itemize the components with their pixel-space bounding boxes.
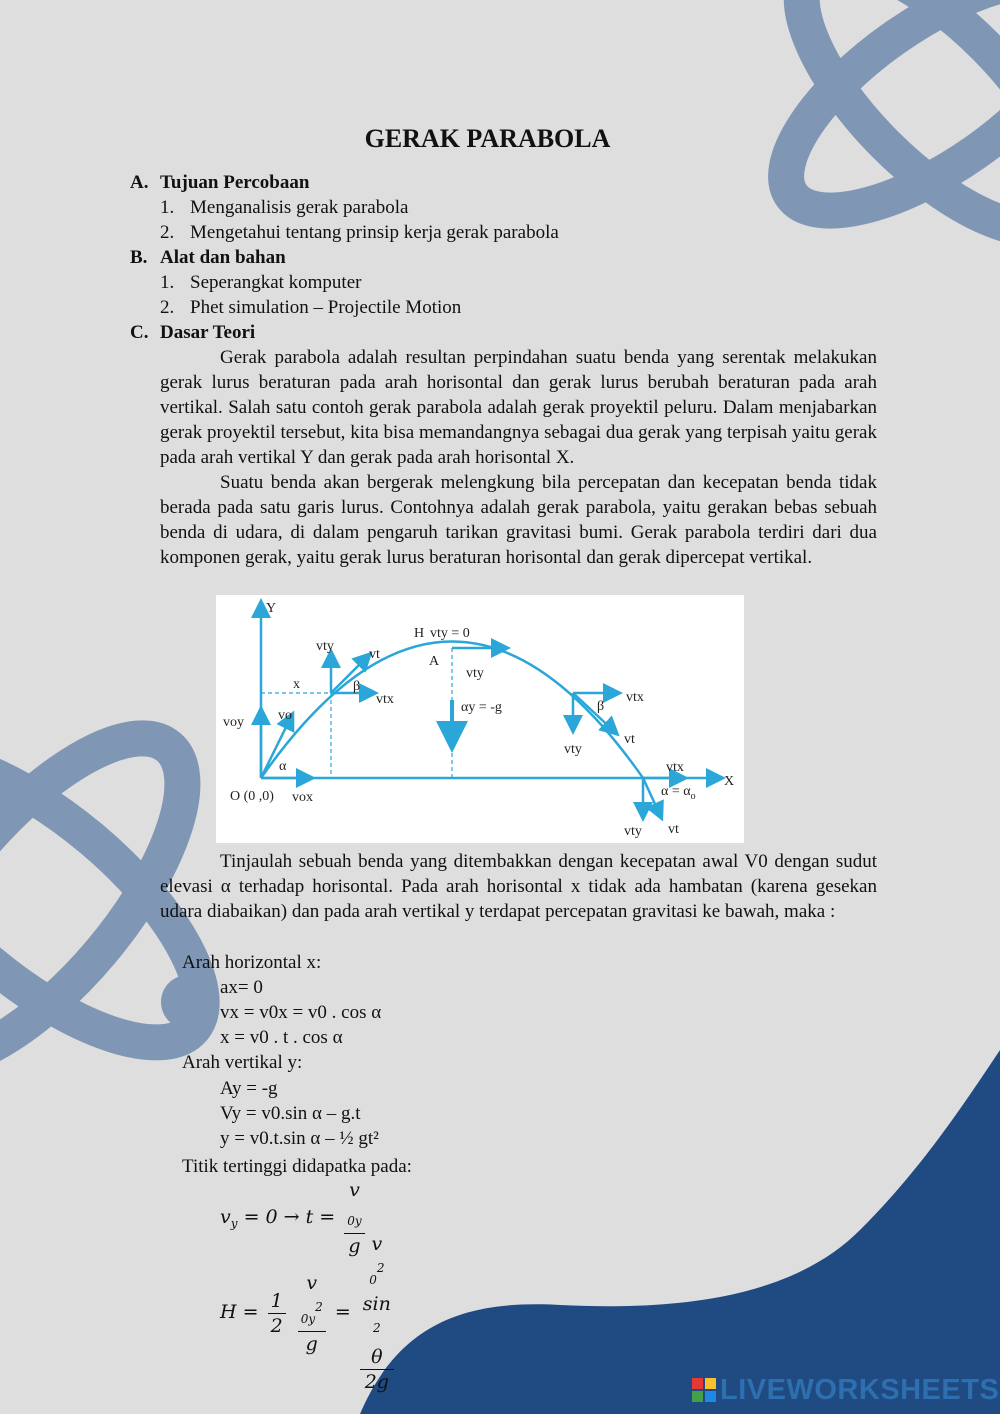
equation-y: y = v0.t.sin α – ½ gt²	[220, 1128, 379, 1149]
v0x-label: vox	[292, 790, 313, 805]
vtx-right-label: vtx	[626, 690, 644, 705]
x-distance-label: x	[293, 677, 300, 692]
equation-ay: Ay = -g	[220, 1078, 278, 1099]
gravity-label: αy = -g	[461, 700, 502, 715]
peak-vty-label: vty	[466, 666, 484, 681]
end-alpha-label: $\alpha = \alpha_o$	[661, 784, 696, 802]
x-axis-label: X	[724, 774, 735, 789]
list-item: 2. Mengetahui tentang prinsip kerja gerak parabola	[160, 222, 559, 243]
list-item: 1. Menganalisis gerak parabola	[160, 197, 409, 218]
liveworksheets-brand[interactable]: LIVEWORKSHEETS	[720, 1374, 1000, 1406]
vtx-label: vtx	[376, 692, 394, 707]
y-axis-label: Y	[266, 601, 277, 616]
end-vty-label: vty	[624, 824, 642, 839]
vt-arrow	[331, 655, 369, 693]
peak-title: Titik tertinggi didapatka pada:	[182, 1156, 412, 1177]
projectile-diagram	[216, 595, 744, 843]
equation-x: x = v0 . t . cos α	[220, 1027, 343, 1048]
list-item: 2. Phet simulation – Projectile Motion	[160, 297, 462, 318]
v0-label: vo	[278, 708, 292, 723]
atom-nucleus-icon	[161, 975, 215, 1029]
end-vt-arrow	[643, 778, 661, 817]
list-item: 1. Seperangkat komputer	[160, 272, 362, 293]
liveworksheets-logo-icon	[692, 1378, 716, 1402]
v0-arrow	[261, 715, 292, 778]
v0y-label: voy	[223, 715, 244, 730]
paragraph-2: Suatu benda akan bergerak melengkung bila percepatan dan kecepatan benda tidak berada pada satu garis lurus. Contohnya adalah gerak parabola, yaitu gerakan bebas sebuah benda di udara, di dalam pengaruh tarikan gravitasi bumi. Gerak parabola terdiri dari dua komponen gerak, yaitu gerak lurus beraturan horisontal dan gerak dipercepat vertikal.	[160, 472, 877, 568]
alpha-label: α	[279, 759, 287, 774]
peak-a-label: A	[429, 654, 440, 669]
formula-max-height: H = $\frac{1}{2}$ v $_{0y}^2$ g = v $_0^2$ sin $^2$ θ 2g	[220, 1232, 397, 1394]
beta-right-label: β	[597, 699, 605, 714]
peak-v-label: vty = 0	[430, 626, 470, 641]
beta-label: β	[353, 679, 361, 694]
wave-decoration	[360, 1050, 1000, 1414]
equation-ax: ax= 0	[220, 977, 263, 998]
end-vt-label: vt	[668, 822, 679, 837]
equation-vx: vx = v0x = v0 . cos α	[220, 1002, 382, 1023]
vertical-title: Arah vertikal y:	[182, 1052, 303, 1073]
end-vtx-label: vtx	[666, 760, 684, 775]
vty-label: vty	[316, 639, 334, 654]
vt-label: vt	[369, 647, 380, 662]
page-title: GERAK PARABOLA	[364, 124, 611, 153]
vt-down-arrow	[573, 693, 616, 733]
origin-label: O (0 ,0)	[230, 789, 274, 804]
peak-h-label: H	[414, 626, 425, 641]
section-a-heading: A. Tujuan Percobaan	[130, 172, 310, 193]
formula-time-to-peak: $v_y = 0 \to t$ = v $_{0y}$ g	[220, 1178, 368, 1258]
horizontal-title: Arah horizontal x:	[182, 952, 322, 973]
paragraph-3: Tinjaulah sebuah benda yang ditembakkan dengan kecepatan awal V0 dengan sudut elevasi α terhadap horisontal. Pada arah horisontal x tidak ada hambatan (karena gesekan udara diabaikan) dan pada arah vertikal y terdapat percepatan gravitasi ke bawah, maka :	[160, 851, 877, 922]
section-c-heading: C. Dasar Teori	[130, 322, 256, 343]
section-b-heading: B. Alat dan bahan	[130, 247, 286, 268]
vt-down-label: vt	[624, 732, 635, 747]
vty-down-label: vty	[564, 742, 582, 757]
paragraph-1: Gerak parabola adalah resultan perpindahan suatu benda yang serentak melakukan gerak lurus beraturan pada arah horisontal dan gerak lurus berubah beraturan pada arah vertikal. Salah satu contoh gerak parabola adalah gerak proyektil peluru. Dalam menjabarkan gerak proyektil tersebut, kita bisa memandangnya sebagai dua gerak yang terpisah yaitu gerak pada arah vertikal Y dan gerak pada arah horisontal X.	[160, 347, 877, 468]
equation-vy: Vy = v0.sin α – g.t	[220, 1103, 361, 1124]
